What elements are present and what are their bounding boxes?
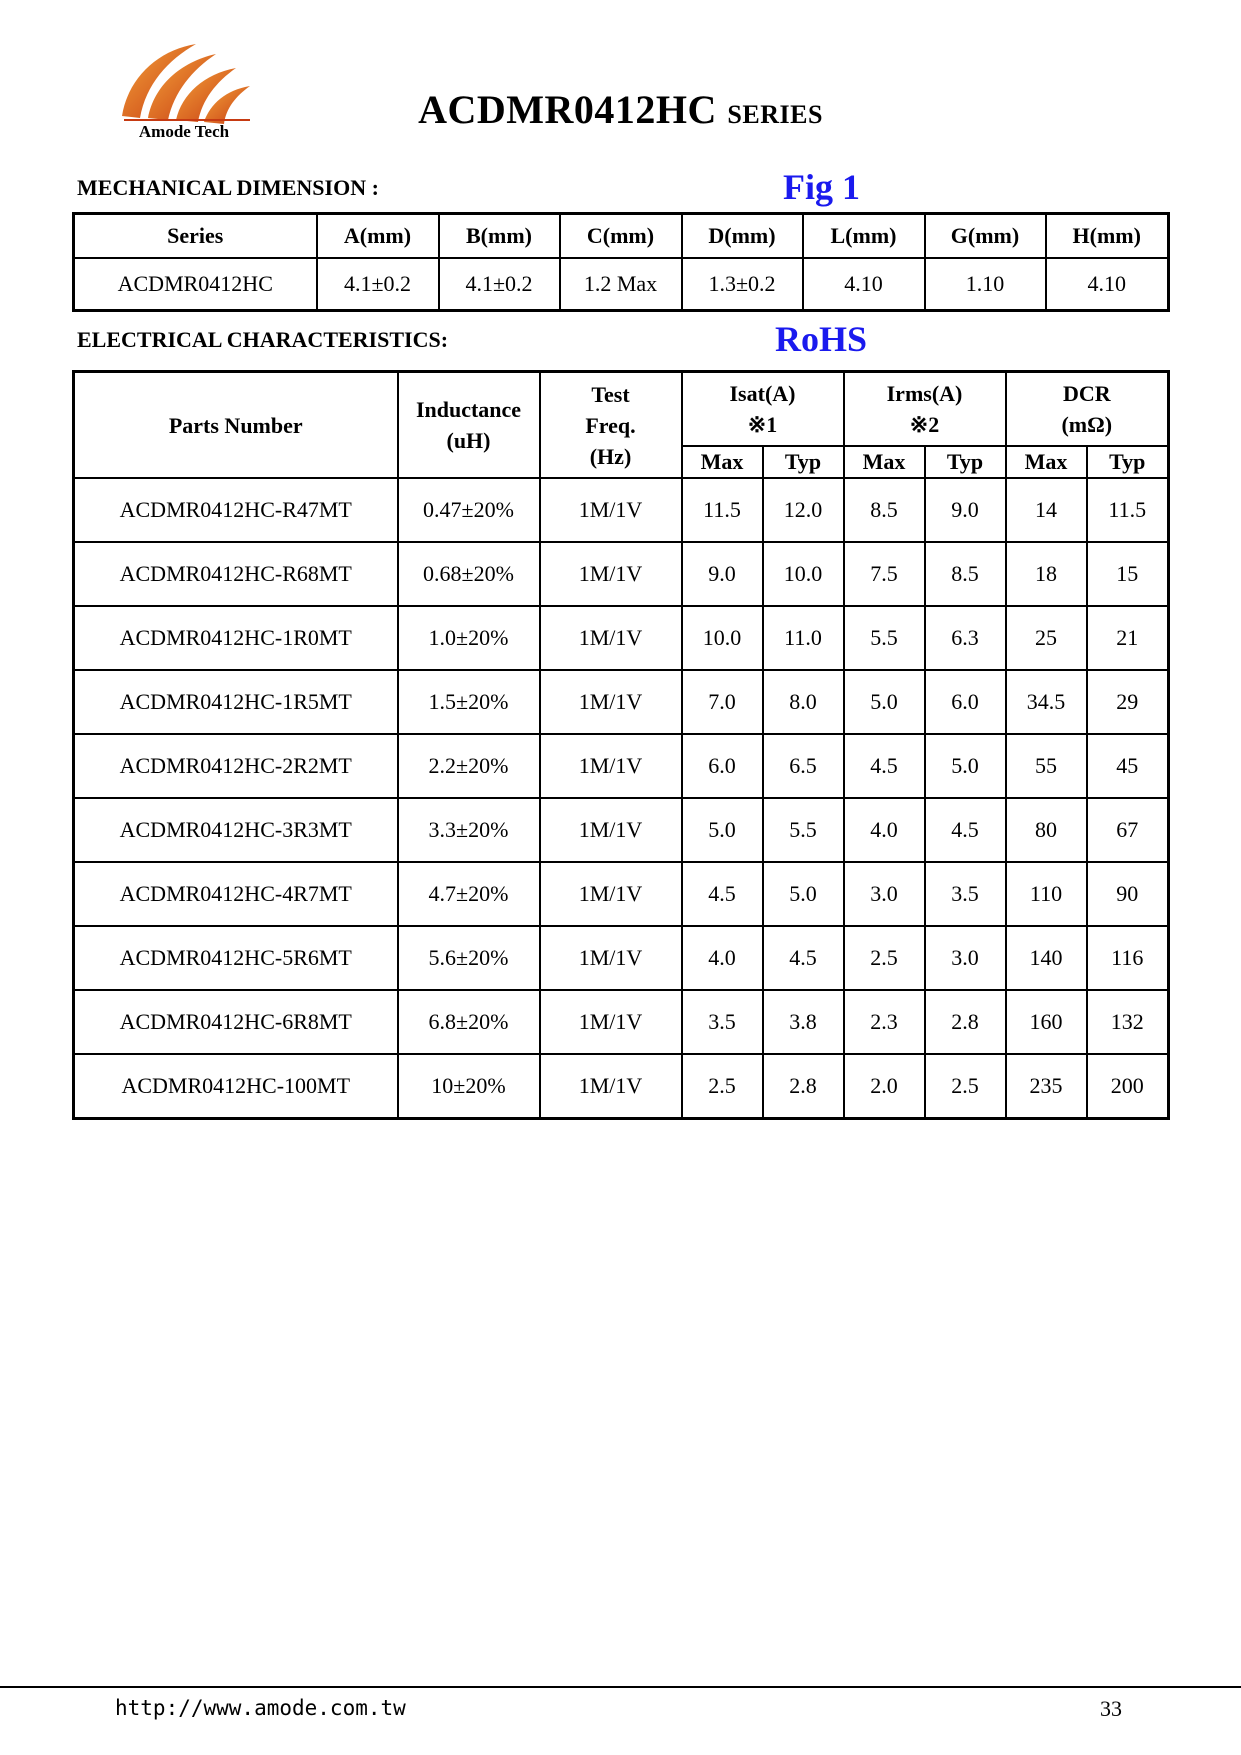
table-cell: 5.0 [763,862,844,926]
table-cell: 1.5±20% [398,670,540,734]
part-number-cell: ACDMR0412HC-R47MT [74,478,398,542]
table-cell: 80 [1006,798,1087,862]
table-cell: 235 [1006,1054,1087,1119]
table-cell: 4.5 [682,862,763,926]
table-cell: 1M/1V [540,926,682,990]
table-cell: 1.10 [925,258,1046,311]
table-cell: 4.0 [682,926,763,990]
table-cell: 2.5 [682,1054,763,1119]
table-cell: 9.0 [682,542,763,606]
table-cell: 0.47±20% [398,478,540,542]
table-header-row [74,214,1169,259]
table-header-row [74,372,1169,447]
table-cell: 25 [1006,606,1087,670]
part-number-cell: ACDMR0412HC-6R8MT [74,990,398,1054]
table-cell: 4.1±0.2 [317,258,439,311]
table-cell: 10.0 [682,606,763,670]
table-cell: 4.10 [1046,258,1169,311]
fig-label: Fig 1 [783,167,860,207]
table-cell: 1M/1V [540,798,682,862]
page-number: 33 [1100,1696,1122,1721]
table-cell: 14 [1006,478,1087,542]
footer-divider [0,1686,1241,1688]
table-cell: 3.0 [844,862,925,926]
table-cell: 3.5 [925,862,1006,926]
table-cell: 6.0 [925,670,1006,734]
table-row [74,606,1169,670]
max-header: Max [682,446,763,478]
column-header: B(mm) [439,214,560,259]
parts-number-header: Parts Number [74,372,398,479]
table-cell: ACDMR0412HC [74,258,317,311]
inductance-header [398,372,540,479]
table-cell: 2.5 [925,1054,1006,1119]
table-cell: 55 [1006,734,1087,798]
table-cell: 200 [1087,1054,1169,1119]
table-cell: 21 [1087,606,1169,670]
table-cell: 2.2±20% [398,734,540,798]
table-cell: 90 [1087,862,1169,926]
header-line: Freq. [585,412,636,438]
typ-header: Typ [1087,446,1169,478]
table-cell: 1.2 Max [560,258,682,311]
max-header: Max [1006,446,1087,478]
table-cell: 8.5 [925,542,1006,606]
table-row [74,926,1169,990]
table-cell: 45 [1087,734,1169,798]
table-cell: 110 [1006,862,1087,926]
table-cell: 7.0 [682,670,763,734]
part-number-cell: ACDMR0412HC-100MT [74,1054,398,1119]
table-cell: 8.5 [844,478,925,542]
table-cell: 4.5 [763,926,844,990]
title-main: ACDMR0412HC [418,87,717,132]
table-cell: 5.6±20% [398,926,540,990]
dcr-header [1006,372,1169,447]
table-cell: 6.3 [925,606,1006,670]
header-line: Isat(A) [729,381,796,406]
company-name: Amode Tech [138,122,230,141]
table-row [74,670,1169,734]
part-number-cell: ACDMR0412HC-4R7MT [74,862,398,926]
table-cell: 6.5 [763,734,844,798]
table-cell: 1M/1V [540,1054,682,1119]
table-cell: 0.68±20% [398,542,540,606]
table-cell: 1M/1V [540,862,682,926]
part-number-cell: ACDMR0412HC-1R5MT [74,670,398,734]
header-line: (Hz) [589,443,632,469]
header-line: Test [591,381,630,407]
test-freq-header [540,372,682,479]
table-cell: 1.3±0.2 [682,258,803,311]
table-cell: 34.5 [1006,670,1087,734]
table-cell: 3.0 [925,926,1006,990]
table-row [74,798,1169,862]
mechanical-dimension-table [72,212,1170,312]
typ-header: Typ [763,446,844,478]
electrical-characteristics-table [72,370,1170,1120]
table-cell: 3.8 [763,990,844,1054]
table-row [74,990,1169,1054]
table-cell: 3.3±20% [398,798,540,862]
table-cell: 2.8 [925,990,1006,1054]
table-cell: 18 [1006,542,1087,606]
table-cell: 140 [1006,926,1087,990]
header-line: ※1 [747,412,778,437]
table-cell: 5.0 [682,798,763,862]
table-cell: 2.8 [763,1054,844,1119]
header-line: Irms(A) [886,381,963,406]
part-number-cell: ACDMR0412HC-1R0MT [74,606,398,670]
table-row [74,478,1169,542]
table-cell: 5.5 [763,798,844,862]
table-cell: 2.0 [844,1054,925,1119]
table-cell: 4.5 [925,798,1006,862]
header-line: ※2 [909,412,940,437]
part-number-cell: ACDMR0412HC-2R2MT [74,734,398,798]
table-cell: 4.1±0.2 [439,258,560,311]
irms-header [844,372,1006,447]
table-cell: 5.0 [925,734,1006,798]
table-cell: 1M/1V [540,478,682,542]
table-cell: 1M/1V [540,606,682,670]
part-number-cell: ACDMR0412HC-R68MT [74,542,398,606]
table-cell: 5.0 [844,670,925,734]
table-row [74,258,1169,311]
table-cell: 5.5 [844,606,925,670]
table-cell: 6.8±20% [398,990,540,1054]
header-line: DCR [1062,381,1111,406]
mechanical-section-label: MECHANICAL DIMENSION : [77,175,379,200]
isat-header [682,372,844,447]
table-cell: 2.5 [844,926,925,990]
electrical-section-label: ELECTRICAL CHARACTERISTICS: [77,327,449,352]
table-cell: 9.0 [925,478,1006,542]
table-cell: 11.0 [763,606,844,670]
column-header: Series [74,214,317,259]
table-cell: 4.0 [844,798,925,862]
header-line: (mΩ) [1061,412,1113,437]
table-cell: 11.5 [682,478,763,542]
title-sub: SERIES [727,100,823,129]
table-row [74,542,1169,606]
table-row [74,1054,1169,1119]
table-cell: 3.5 [682,990,763,1054]
table-cell: 12.0 [763,478,844,542]
table-cell: 10±20% [398,1054,540,1119]
table-cell: 15 [1087,542,1169,606]
header-line: (uH) [446,428,491,453]
rohs-label: RoHS [775,319,868,359]
column-header: D(mm) [682,214,803,259]
column-header: A(mm) [317,214,439,259]
table-cell: 4.10 [803,258,925,311]
table-cell: 1M/1V [540,542,682,606]
column-header: G(mm) [925,214,1046,259]
part-number-cell: ACDMR0412HC-3R3MT [74,798,398,862]
table-row [74,862,1169,926]
column-header: L(mm) [803,214,925,259]
typ-header: Typ [925,446,1006,478]
part-number-cell: ACDMR0412HC-5R6MT [74,926,398,990]
table-cell: 1M/1V [540,670,682,734]
table-cell: 1M/1V [540,990,682,1054]
table-cell: 67 [1087,798,1169,862]
footer-url: http://www.amode.com.tw [115,1696,406,1720]
table-cell: 6.0 [682,734,763,798]
table-cell: 160 [1006,990,1087,1054]
table-cell: 4.7±20% [398,862,540,926]
table-cell: 2.3 [844,990,925,1054]
table-cell: 132 [1087,990,1169,1054]
table-cell: 116 [1087,926,1169,990]
electrical-table-body [74,478,1169,1119]
table-cell: 11.5 [1087,478,1169,542]
table-cell: 7.5 [844,542,925,606]
header-line: Inductance [415,397,522,422]
table-cell: 1.0±20% [398,606,540,670]
column-header: H(mm) [1046,214,1169,259]
table-cell: 29 [1087,670,1169,734]
document-title [0,86,1241,133]
table-row [74,734,1169,798]
table-cell: 4.5 [844,734,925,798]
table-cell: 1M/1V [540,734,682,798]
max-header: Max [844,446,925,478]
table-cell: 8.0 [763,670,844,734]
table-cell: 10.0 [763,542,844,606]
column-header: C(mm) [560,214,682,259]
